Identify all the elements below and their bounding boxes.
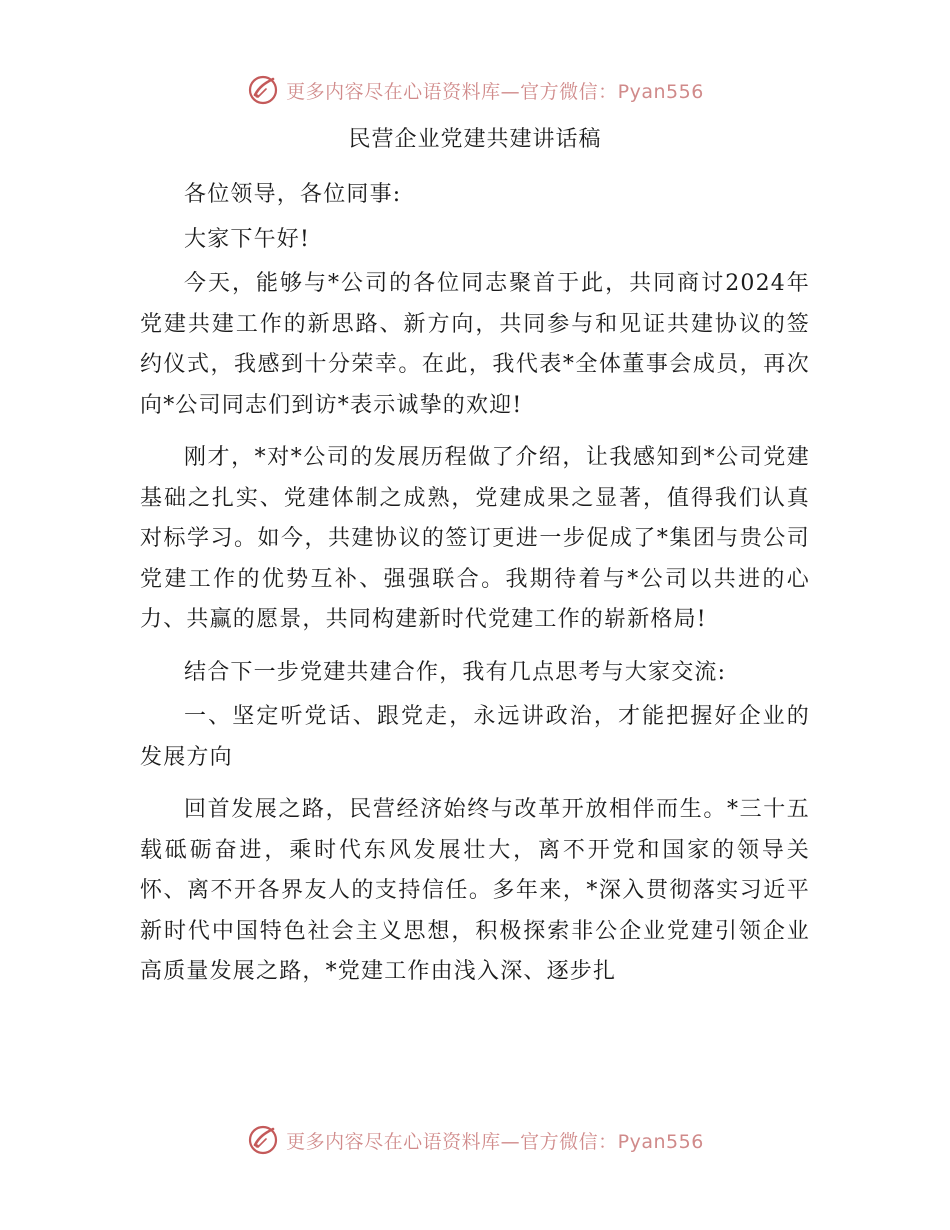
paragraph-greeting: 各位领导，各位同事: [184, 182, 402, 207]
paragraph-transition: 结合下一步党建共建合作，我有几点思考与大家交流: [184, 659, 727, 685]
pen-circle-logo-icon [246, 73, 280, 107]
paragraph-salutation: 大家下午好! [184, 226, 311, 252]
paragraph-welcome: 今天，能够与*公司的各位同志聚首于此，共同商讨2024年党建共建工作的新思路、新方向，共同参与和见证共建协议的签约仪式，我感到十分荣幸。在此，我代表*全体董事会成员，再次向*公司同志们到访*表示诚挚的欢迎! [140, 271, 810, 418]
section-heading-1: 一、坚定听党话、跟党走，永远讲政治，才能把握好企业的发展方向 [140, 704, 810, 770]
watermark-header [0, 70, 950, 110]
watermark-text: 更多内容尽在心语资料库—官方微信：Pyan556 [286, 1130, 704, 1153]
watermark-footer [0, 1120, 950, 1160]
document-body [140, 175, 810, 1005]
paragraph-development: 回首发展之路，民营经济始终与改革开放相伴而生。*三十五载砥砺奋进，乘时代东风发展壮大，离不开党和国家的领导关怀、离不开各界友人的支持信任。多年来，*深入贯彻落实习近平新时代中国特色社会主义思想，积极探索非公企业党建引领企业高质量发展之路，*党建工作由浅入深、逐步扎 [140, 797, 810, 984]
document-title: 民营企业党建共建讲话稿 [348, 127, 602, 152]
watermark-text: 更多内容尽在心语资料库—官方微信：Pyan556 [286, 80, 704, 103]
pen-circle-logo-icon [246, 1123, 280, 1157]
paragraph-introduction: 刚才，*对*公司的发展历程做了介绍，让我感知到*公司党建基础之扎实、党建体制之成熟，党建成果之显著，值得我们认真对标学习。如今，共建协议的签订更进一步促成了*集团与贵公司党建工作的优势互补、强强联合。我期待着与*公司以共进的心力、共赢的愿景，共同构建新时代党建工作的崭新格局! [140, 445, 810, 632]
